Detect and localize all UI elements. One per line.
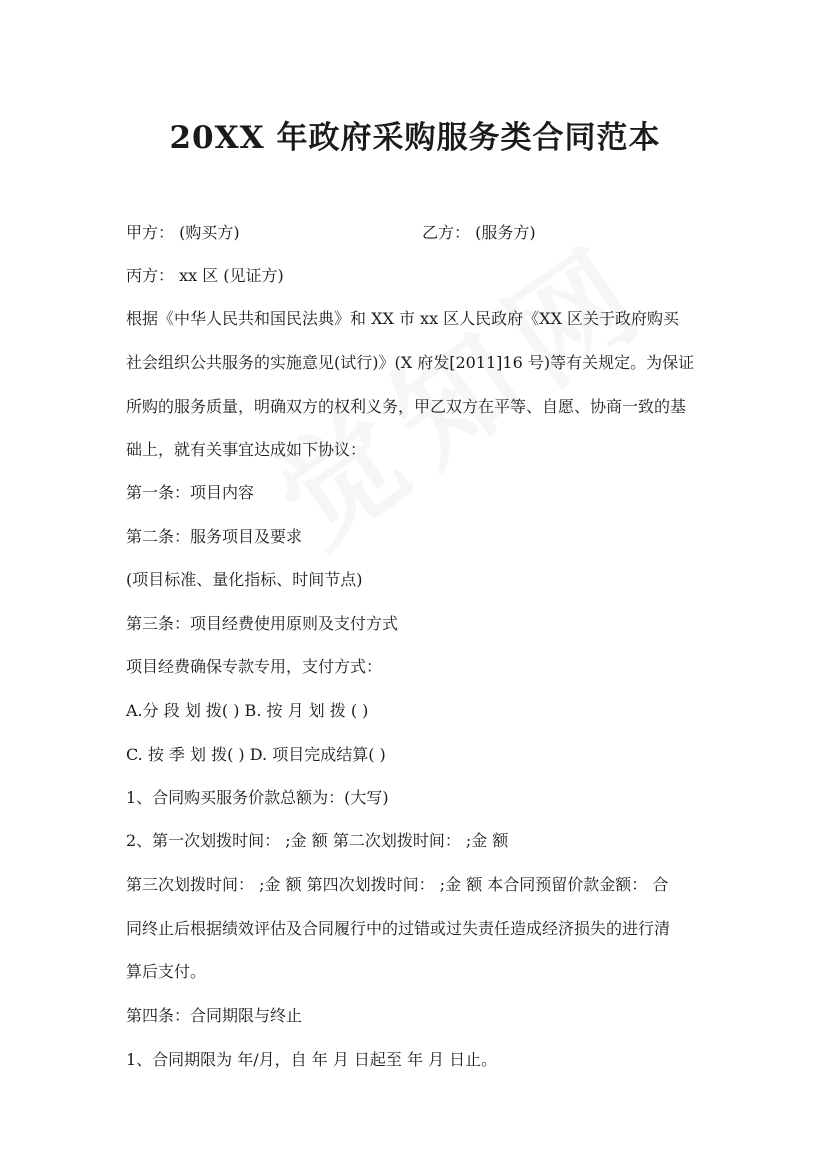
paragraph-line-4: 础上，就有关事宜达成如下协议： [126,440,367,459]
article-4-item-1: 1、合同期限为 年/月，自 年 月 日起至 年 月 日止。 [126,1050,498,1069]
article-2-note: (项目标准、量化指标、时间节点) [126,570,363,589]
item-2: 2、第一次划拨时间： ;金 额 第二次划拨时间： ;金 额 [126,831,509,850]
item-3-line-1: 第三次划拨时间： ;金 额 第四次划拨时间： ;金 额 本合同预留价款金额： 合 [126,875,669,894]
item-1: 1、合同购买服务价款总额为：(大写) [126,788,389,807]
paragraph-line-3: 所购的服务质量，明确双方的权利义务，甲乙双方在平等、自愿、协商一致的基 [126,397,687,416]
article-1-heading: 第一条：项目内容 [126,483,255,502]
paragraph-line-1: 根据《中华人民共和国民法典》和 XX 市 xx 区人民政府《XX 区关于政府购买 [126,309,680,328]
article-4-heading: 第四条：合同期限与终止 [126,1006,303,1025]
item-3-line-3: 算后支付。 [126,962,207,981]
party-c: 丙方： xx 区 (见证方) [126,266,284,285]
party-row-ab [126,222,716,244]
paragraph-line-2: 社会组织公共服务的实施意见(试行)》(X 府发[2011]16 号)等有关规定。为保证 [126,353,695,372]
watermark [239,195,682,577]
document-title: 20XX 年政府采购服务类合同范本 [169,120,661,156]
article-2-heading: 第二条：服务项目及要求 [126,527,303,546]
article-3-text: 项目经费确保专款专用，支付方式： [126,657,383,676]
item-3-line-2: 同终止后根据绩效评估及合同履行中的过错或过失责任造成经济损失的进行清 [126,919,671,938]
party-b: 乙方： (服务方) [422,223,536,242]
article-3-heading: 第三条：项目经费使用原则及支付方式 [126,614,399,633]
payment-option-cd: C. 按 季 划 拨( ) D. 项目完成结算( ) [126,745,386,764]
party-a: 甲方： (购买方) [126,223,240,242]
payment-option-ab: A.分 段 划 拨( ) B. 按 月 划 拨 ( ) [126,701,369,720]
